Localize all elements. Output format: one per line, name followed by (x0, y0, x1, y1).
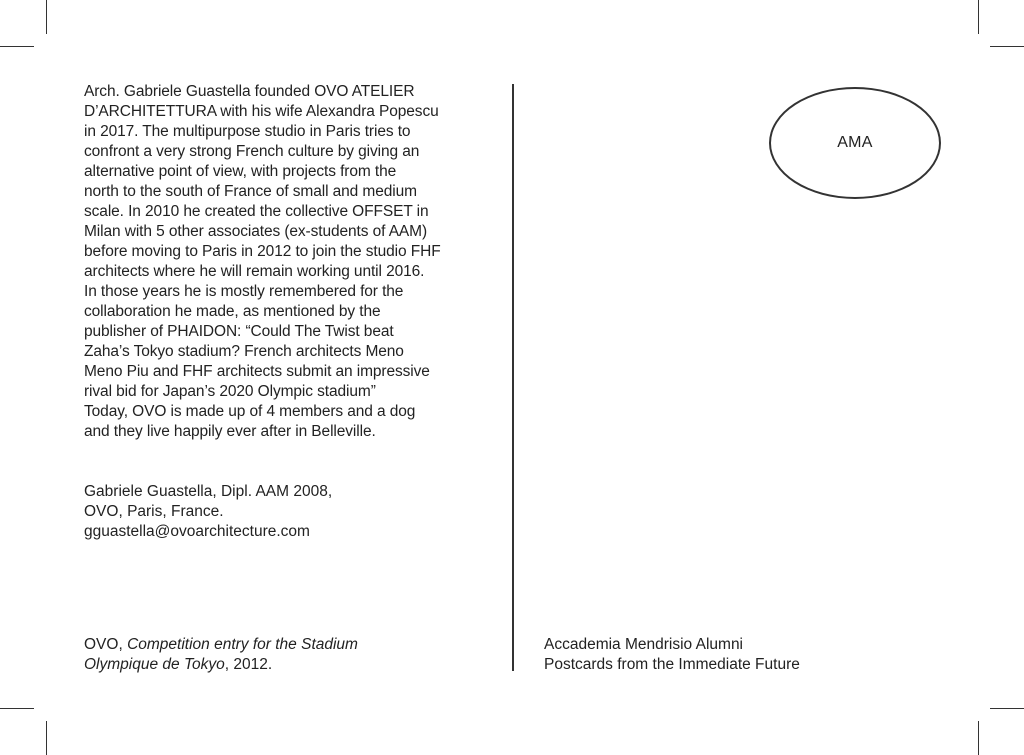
publisher-footer (544, 635, 964, 675)
crop-mark-bottom-left-vertical (46, 721, 47, 755)
crop-mark-top-left-horizontal (0, 46, 34, 47)
stamp-oval (769, 87, 941, 199)
stamp-label: AMA (837, 134, 873, 151)
crop-mark-top-left-vertical (46, 0, 47, 34)
caption-suffix: , 2012. (224, 656, 273, 673)
contact-name: Gabriele Guastella, Dipl. AAM 2008, (84, 483, 333, 500)
contact-location: OVO, Paris, France. (84, 503, 224, 520)
footer-line-1: Accademia Mendrisio Alumni (544, 636, 744, 653)
caption-title-line2: Olympique de Tokyo (84, 656, 225, 673)
caption-prefix: OVO, (84, 636, 128, 653)
crop-mark-bottom-left-horizontal (0, 708, 34, 709)
postcard-divider (512, 84, 514, 671)
contact-block (84, 482, 494, 542)
footer-line-2: Postcards from the Immediate Future (544, 656, 800, 673)
biography-text: Arch. Gabriele Guastella founded OVO ATELIER D’ARCHITETTURA with his wife Alexandra Popescu in 2017. The multipurpose studio in Paris tries to confront a very strong French culture by giving an alternative point of view, with projects from the north to the south of France of small and medium scale. In 2010 he created the collective OFFSET in Milan with 5 other associates (ex-students of AAM) before moving to Paris in 2012 to join the studio FHF architects where he will remain working until 2016. In those years he is mostly remembered for the collaboration he made, as mentioned by the publisher of PHAIDON: “Could The Twist beat Zaha’s Tokyo stadium? French architects Meno Meno Piu and FHF architects submit an impressive rival bid for Japan’s 2020 Olympic stadium” Today, OVO is made up of 4 members and a dog and they live happily ever after in Belleville. (84, 83, 441, 440)
contact-email: gguastella@ovoarchitecture.com (84, 523, 310, 540)
crop-mark-bottom-right-horizontal (990, 708, 1024, 709)
biography (84, 82, 494, 442)
caption-title-line1: Competition entry for the Stadium (127, 636, 358, 653)
crop-mark-bottom-right-vertical (978, 721, 979, 755)
crop-mark-top-right-horizontal (990, 46, 1024, 47)
image-caption (84, 635, 504, 675)
crop-mark-top-right-vertical (978, 0, 979, 34)
